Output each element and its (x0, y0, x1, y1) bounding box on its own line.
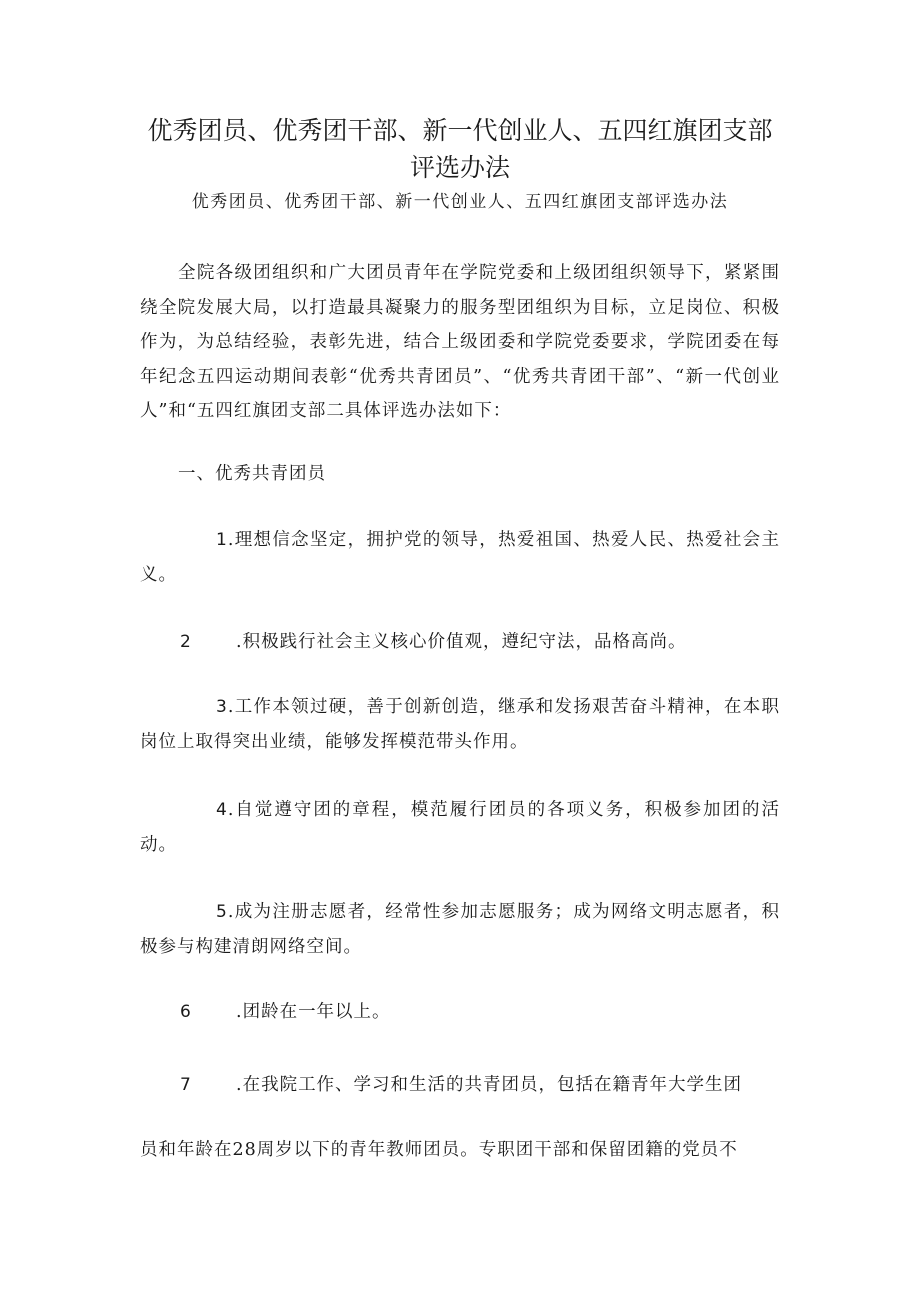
item-text: .在我院工作、学习和生活的共青团员，包括在籍青年大学生团 (236, 1075, 743, 1095)
item-text: .团龄在一年以上。 (236, 1002, 391, 1022)
item-number: 3 (216, 697, 228, 717)
item-text: .理想信念坚定，拥护党的领导，热爱祖国、热爱人民、热爱社会主义。 (140, 530, 780, 585)
item-text: .成为注册志愿者，经常性参加志愿服务；成为网络文明志愿者，积极参与构建清朗网络空间。 (140, 902, 780, 957)
document-title: 优秀团员、优秀团干部、新一代创业人、五四红旗团支部评选办法 (147, 116, 773, 182)
document-subtitle: 优秀团员、优秀团干部、新一代创业人、五四红旗团支部评选办法 (191, 192, 729, 212)
list-item-3 (140, 690, 780, 759)
section-heading: 一、优秀共青团员 (178, 464, 326, 484)
item-text: .自觉遵守团的章程，模范履行团员的各项义务，积极参加团的活动。 (140, 800, 780, 855)
intro-paragraph: 全院各级团组织和广大团员青年在学院党委和上级团组织领导下，紧紧围绕全院发展大局，以打造最具凝聚力的服务型团组织为目标，立足岗位、积极作为，为总结经验，表彰先进，结合上级团委和学院党委要求，学院团委在每年纪念五四运动期间表彰“优秀共青团员”、“优秀共青团干部”、“新一代创业人”和“五四红旗团支部二具体评选办法如下： (140, 263, 780, 421)
item-number: 6 (180, 1002, 192, 1022)
item-number: 4 (216, 800, 228, 820)
item-number: 1 (216, 530, 228, 550)
list-item-1 (140, 523, 780, 592)
item-text: .工作本领过硬，善于创新创造，继承和发扬艰苦奋斗精神，在本职岗位上取得突出业绩，能够发挥模范带头作用。 (140, 697, 780, 752)
item-text: .积极践行社会主义核心价值观，遵纪守法，品格高尚。 (236, 632, 687, 652)
item-number: 2 (180, 632, 192, 652)
list-item-4 (140, 793, 780, 862)
list-item-6 (140, 995, 780, 1029)
item-number: 5 (216, 902, 228, 922)
item-number: 7 (180, 1075, 192, 1095)
list-item-5 (140, 895, 780, 964)
list-item-7 (140, 1068, 780, 1102)
list-item-2 (140, 625, 780, 659)
continuation-line: 员和年龄在28周岁以下的青年教师团员。专职团干部和保留团籍的党员不 (140, 1140, 738, 1160)
